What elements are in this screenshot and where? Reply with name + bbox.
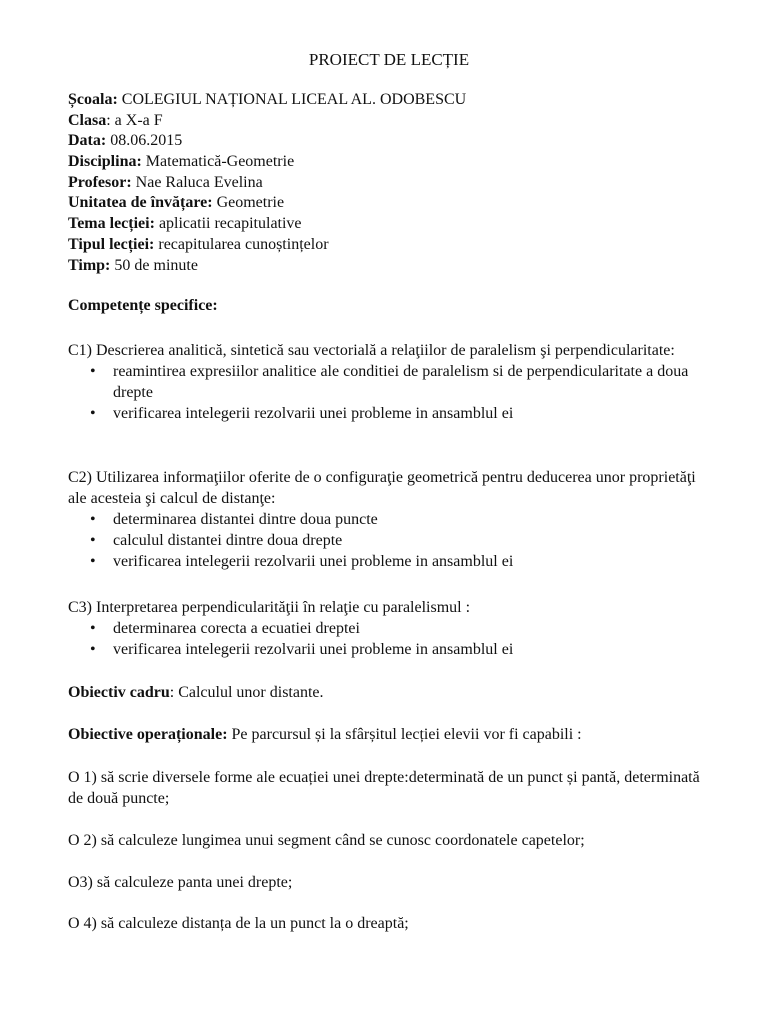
info-value: : a X-a F bbox=[106, 111, 163, 129]
bullet-icon: • bbox=[90, 641, 96, 658]
info-value: Matematică-Geometrie bbox=[141, 153, 295, 171]
info-value: COLEGIUL NAȚIONAL LICEAL AL. ODOBESCU bbox=[117, 91, 467, 108]
list-item bbox=[68, 530, 718, 551]
list-item bbox=[68, 618, 718, 639]
info-label: Disciplina: bbox=[68, 153, 142, 171]
objective-o4 bbox=[68, 913, 718, 934]
info-label: Unitatea de învățare: bbox=[68, 194, 213, 212]
info-label: Clasa bbox=[68, 111, 107, 129]
info-label: Tipul lecției: bbox=[68, 235, 155, 253]
document-title: PROIECT DE LECȚIE bbox=[308, 50, 470, 69]
list-item bbox=[68, 361, 718, 403]
info-label: Tema lecției: bbox=[68, 215, 155, 233]
list-item bbox=[68, 403, 718, 424]
bullet-icon: • bbox=[90, 620, 96, 637]
info-value: aplicatii recapitulative bbox=[154, 215, 302, 233]
bullet-icon: • bbox=[90, 363, 96, 380]
list-item-text: reamintirea expresiilor analitice ale conditiei de paralelism si de perpendicularitate a doua drepte bbox=[113, 363, 689, 401]
info-label: Data: bbox=[68, 132, 107, 150]
objective-label: Obiective operaționale: bbox=[68, 726, 228, 743]
competence-text: C2) Utilizarea informaţiilor oferite de o configuraţie geometrică pentru deducerea unor proprietăţi ale acesteia şi calcul de distanţe: bbox=[68, 469, 696, 507]
info-row-time bbox=[68, 255, 718, 276]
objective-o3 bbox=[68, 872, 718, 893]
list-item-text: calculul distantei dintre doua drepte bbox=[113, 532, 343, 549]
competence-c3 bbox=[68, 597, 718, 660]
operational-objectives bbox=[68, 724, 718, 745]
bullet-icon: • bbox=[90, 405, 96, 422]
objective-text: O 1) să scrie diversele forme ale ecuației unei drepte:determinată de un punct și pantă, determinată de două puncte; bbox=[68, 769, 700, 807]
info-value: Geometrie bbox=[212, 194, 285, 212]
objective-text: O 4) să calculeze distanța de la un punct la o dreaptă; bbox=[68, 915, 409, 932]
info-row-school bbox=[68, 89, 718, 110]
info-value: Nae Raluca Evelina bbox=[131, 173, 263, 191]
competence-c1 bbox=[68, 340, 718, 424]
objective-text: O3) să calculeze panta unei drepte; bbox=[68, 874, 293, 891]
objective-o1 bbox=[68, 767, 718, 809]
bullet-icon: • bbox=[90, 532, 96, 549]
competences-heading bbox=[68, 295, 718, 316]
list-item bbox=[68, 639, 718, 660]
info-row-topic bbox=[68, 213, 718, 234]
list-item-text: determinarea corecta a ecuatiei dreptei bbox=[113, 620, 360, 637]
objective-value: Pe parcursul și la sfârșitul lecției elevii vor fi capabili : bbox=[227, 726, 582, 743]
lesson-info bbox=[68, 89, 718, 275]
info-value: 08.06.2015 bbox=[106, 132, 183, 150]
list-item-text: verificarea intelegerii rezolvarii unei probleme in ansamblul ei bbox=[113, 405, 514, 422]
competence-c2 bbox=[68, 467, 718, 572]
bullet-icon: • bbox=[90, 511, 96, 528]
bullet-icon: • bbox=[90, 553, 96, 570]
info-label: Școala: bbox=[68, 91, 118, 108]
objective-text: O 2) să calculeze lungimea unui segment când se cunosc coordonatele capetelor; bbox=[68, 832, 585, 849]
info-row-type bbox=[68, 234, 718, 255]
list-item-text: verificarea intelegerii rezolvarii unei probleme in ansamblul ei bbox=[113, 641, 514, 658]
info-value: recapitularea cunoștințelor bbox=[154, 235, 329, 253]
objective-label: Obiectiv cadru bbox=[68, 684, 170, 701]
info-row-unit bbox=[68, 192, 718, 213]
list-item bbox=[68, 551, 718, 572]
info-label: Timp: bbox=[68, 256, 111, 274]
info-row-class bbox=[68, 110, 718, 131]
competence-text: C3) Interpretarea perpendicularităţii în relaţie cu paralelismul : bbox=[68, 599, 471, 616]
list-item-text: verificarea intelegerii rezolvarii unei probleme in ansamblul ei bbox=[113, 553, 514, 570]
info-label: Profesor: bbox=[68, 173, 132, 191]
info-row-discipline bbox=[68, 151, 718, 172]
list-item-text: determinarea distantei dintre doua puncte bbox=[113, 511, 378, 528]
objective-o2 bbox=[68, 830, 718, 851]
info-row-date bbox=[68, 130, 718, 151]
framework-objective bbox=[68, 682, 718, 703]
competence-text: C1) Descrierea analitică, sintetică sau vectorială a relaţiilor de paralelism şi perpendicularitate: bbox=[68, 342, 675, 359]
objective-value: : Calculul unor distante. bbox=[169, 684, 324, 701]
heading-text: Competențe specifice: bbox=[68, 297, 218, 314]
info-value: 50 de minute bbox=[110, 256, 198, 274]
list-item bbox=[68, 509, 718, 530]
info-row-teacher bbox=[68, 172, 718, 193]
